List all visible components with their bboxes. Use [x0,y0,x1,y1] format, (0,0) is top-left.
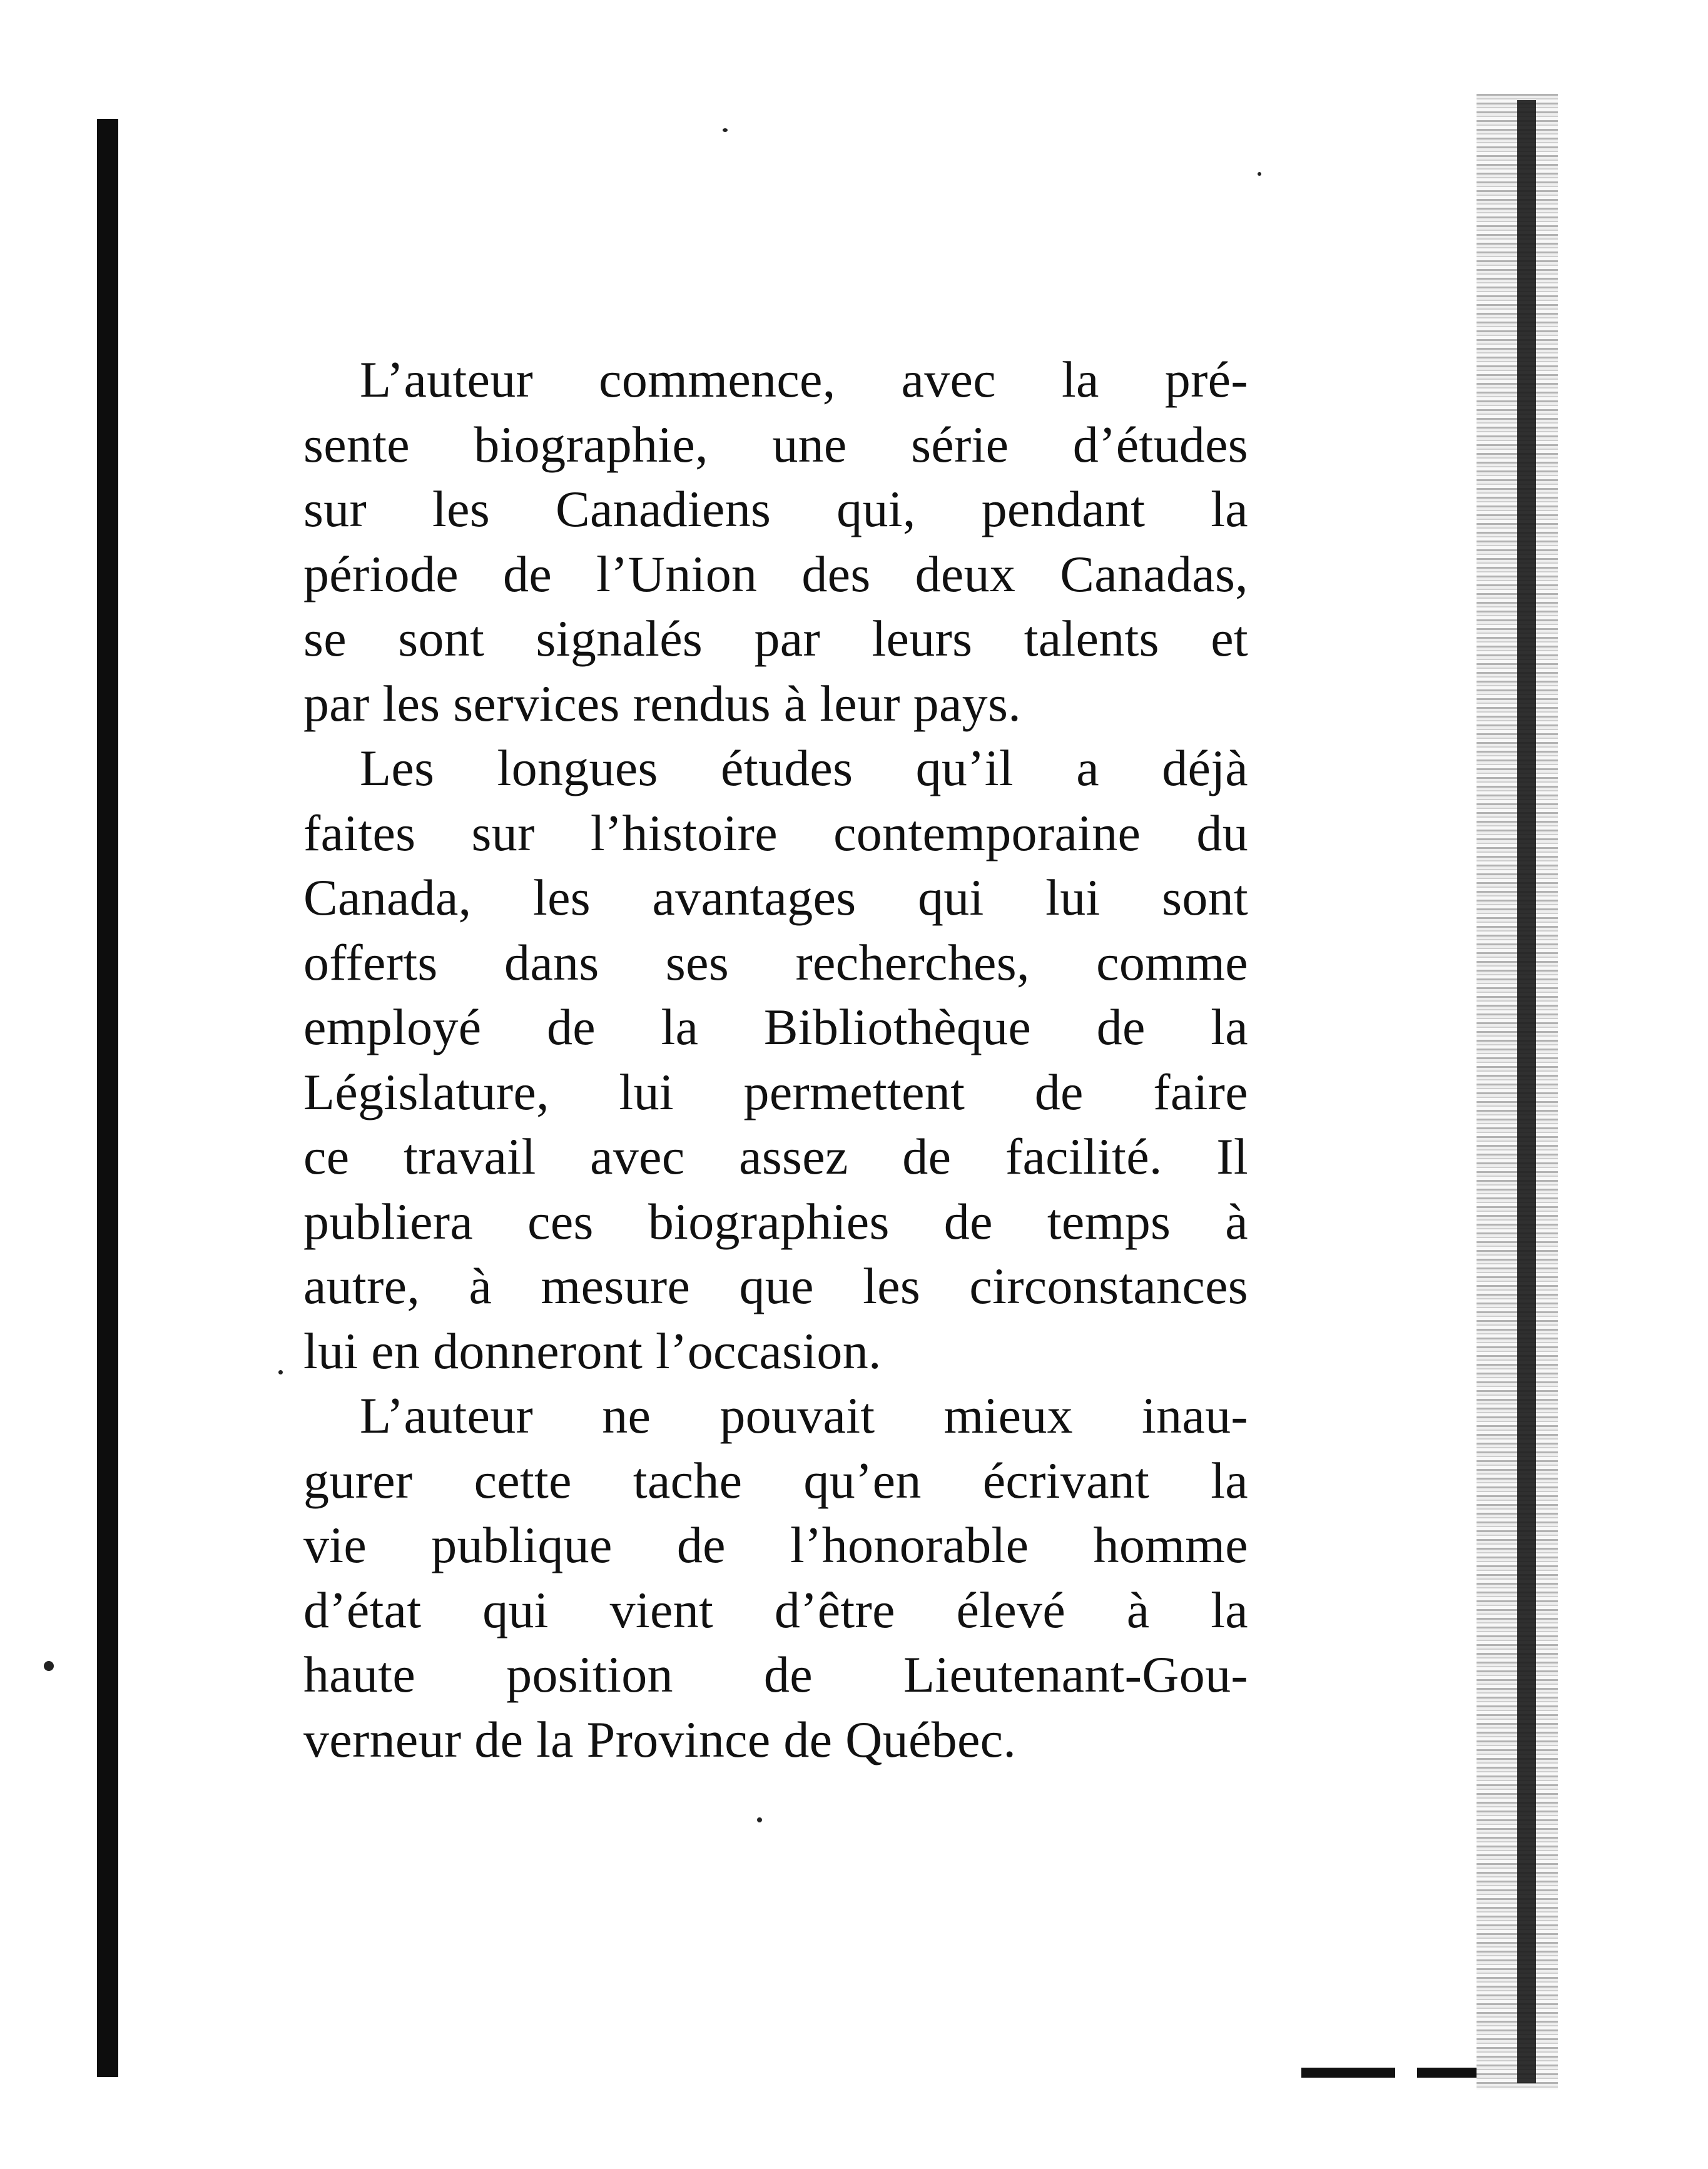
scan-mark [1417,2068,1477,2078]
text-line: employé de la Bibliothèque de la [303,998,1248,1055]
text-line: faites sur l’histoire contemporaine du [303,804,1248,861]
text-line: Législature, lui permettent de faire [303,1063,1248,1120]
scan-speck [44,1661,54,1671]
text-line: haute position de Lieutenant-Gou- [303,1646,1248,1703]
scan-speck [723,128,728,132]
text-line: lui en donneront l’occasion. [303,1322,882,1379]
scan-speck [1258,172,1261,176]
text-line: par les services rendus à leur pays. [303,674,1021,732]
text-line: vie publique de l’honorable homme [303,1516,1248,1573]
text-line: sente biographie, une série d’études [303,415,1248,473]
text-line: ce travail avec assez de facilité. Il [303,1128,1248,1185]
text-line: autre, à mesure que les circonstances [303,1257,1248,1314]
page-text [303,347,1248,1772]
paragraph-3 [303,1383,1248,1772]
scan-speck [757,1817,762,1822]
binding-edge [97,119,118,2077]
text-line: sur les Canadiens qui, pendant la [303,480,1248,537]
paragraph-1 [303,347,1248,736]
page-gutter-shadow [1517,100,1536,2083]
text-line: L’auteur ne pouvait mieux inau- [360,1387,1248,1444]
text-line: se sont signalés par leurs talents et [303,610,1248,667]
text-line: publiera ces biographies de temps à [303,1192,1248,1250]
text-line: Les longues études qu’il a déjà [360,739,1248,796]
text-line: verneur de la Province de Québec. [303,1710,1017,1768]
text-line: gurer cette tache qu’en écrivant la [303,1451,1248,1509]
scan-mark [1301,2068,1395,2078]
text-line: période de l’Union des deux Canadas, [303,545,1248,602]
text-line: L’auteur commence, avec la pré- [360,351,1248,408]
text-line: offerts dans ses recherches, comme [303,933,1248,991]
paragraph-2 [303,736,1248,1383]
text-line: d’état qui vient d’être élevé à la [303,1581,1248,1638]
scan-speck [278,1370,283,1374]
text-line: Canada, les avantages qui lui sont [303,869,1248,926]
